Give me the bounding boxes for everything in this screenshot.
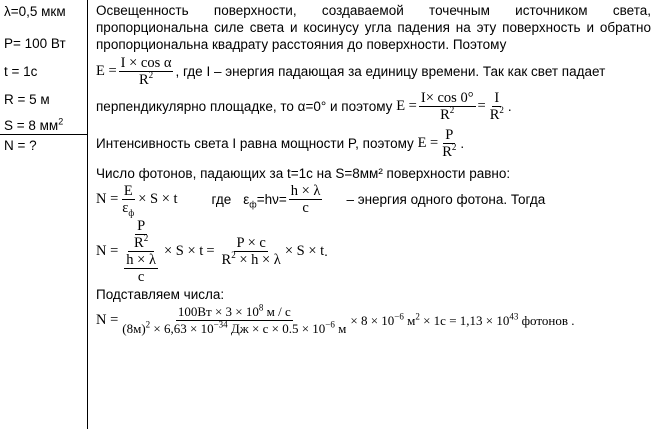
vertical-divider bbox=[87, 0, 88, 429]
given-unknown: N = ? bbox=[4, 138, 37, 153]
formula-illuminance: E = $\frac{\text{I × cos α}}{R^2}$ , где I – энергия падающая за единицу времени. Так как свет падает bbox=[96, 55, 606, 88]
solution-body bbox=[96, 2, 656, 337]
given-area: S = 8 $мм^2$ bbox=[4, 116, 64, 133]
formula-perpendicular: перпендикулярно площадке, то α=0° и поэтому E = $\frac{I\times \cos 0^\circ}{R^2}$ = $\frac{I}{R^2}$ . bbox=[96, 90, 512, 123]
given-divider bbox=[0, 134, 88, 135]
given-time: t = 1с bbox=[4, 64, 38, 79]
given-wavelength: λ=0,5 мкм bbox=[4, 4, 66, 19]
photons-line: Число фотонов, падающих за t=1с на S=8мм² поверхности равно: bbox=[96, 166, 511, 181]
formula-final: N = $\frac{100Вт \times 3 \times 10^8 м / с}{(8м)^2 \times 6,63 \times 10^{-34} Дж \times с \times 0.5 \times 10^{-6} м}$ × $8 \times 10^{-6}$ $м^2 \times 1с = 1,13 \times 10^{43}$ фотонов . bbox=[96, 302, 575, 336]
intro-paragraph: Освещенность поверхности, создаваемой точечным источником света, пропорциональна силе света и косинусу угла падения на эту поверхность и обратно пропорциональна квадрату расстояния до поверхности. Поэтому bbox=[96, 3, 651, 52]
given-distance: R = 5 м bbox=[4, 92, 50, 107]
formula-photon-count: N = $\frac{E}{\varepsilon_ф}$ × S × t где $\varepsilon_ф=h\nu=$ $\frac{h \times \lambda}{c}$ – энергия одного фотона. Тогда bbox=[96, 183, 546, 218]
formula-intensity: Интенсивность света I равна мощности P, поэтому E = $\frac{P}{R^2}$ . bbox=[96, 127, 465, 160]
substitute-line: Подставляем числа: bbox=[96, 287, 225, 302]
formula-photon-count-expanded: N = $\frac{\frac{P}{R^2}}{\frac{h \times \lambda}{c}}$ × S × t = $\frac{P \times c}{R^2 \times h \times \lambda}$ × S × t . bbox=[96, 218, 328, 285]
given-power: P= 100 Вт bbox=[4, 36, 66, 51]
